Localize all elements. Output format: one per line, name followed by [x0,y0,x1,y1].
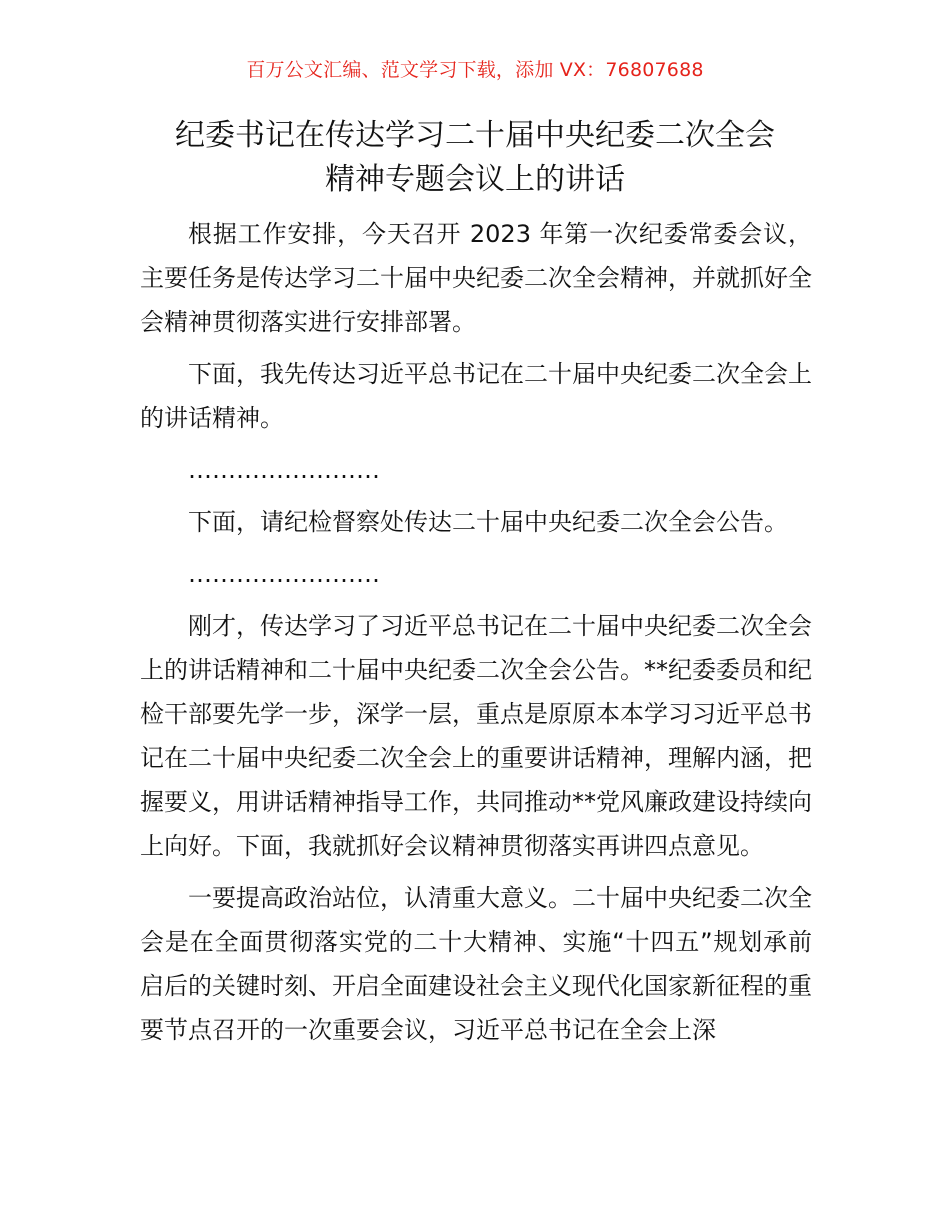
title-line-1: 纪委书记在传达学习二十届中央纪委二次全会 [175,118,775,153]
document-body [140,212,812,1060]
title-line-2: 精神专题会议上的讲话 [325,162,625,197]
paragraph-convey-announcement: 下面，请纪检督察处传达二十届中央纪委二次全会公告。 [188,508,788,536]
paragraph-point-one: 一要提高政治站位，认清重大意义。二十届中央纪委二次全会是在全面贯彻落实党的二十大精神、实施“十四五”规划承前启后的关键时刻、开启全面建设社会主义现代化国家新征程的重要节点召开的一次重要会议，习近平总书记在全会上深 [140,884,812,1044]
paragraph-ellipsis-1: …………………… [188,456,380,484]
document-title [100,114,850,202]
paragraph-intro: 根据工作安排，今天召开 2023 年第一次纪委常委会议，主要任务是传达学习二十届中央纪委二次全会精神，并就抓好全会精神贯彻落实进行安排部署。 [140,220,812,336]
watermark-banner: 百万公文汇编、范文学习下载，添加 VX：76807688 [246,59,704,81]
paragraph-convey-speech: 下面，我先传达习近平总书记在二十届中央纪委二次全会上的讲话精神。 [140,360,812,432]
paragraph-summary: 刚才，传达学习了习近平总书记在二十届中央纪委二次全会上的讲话精神和二十届中央纪委二次全会公告。**纪委委员和纪检干部要先学一步，深学一层，重点是原原本本学习习近平总书记在二十届中央纪委二次全会上的重要讲话精神，理解内涵，把握要义，用讲话精神指导工作，共同推动**党风廉政建设持续向上向好。下面，我就抓好会议精神贯彻落实再讲四点意见。 [140,612,812,860]
paragraph-ellipsis-2: …………………… [188,560,380,588]
